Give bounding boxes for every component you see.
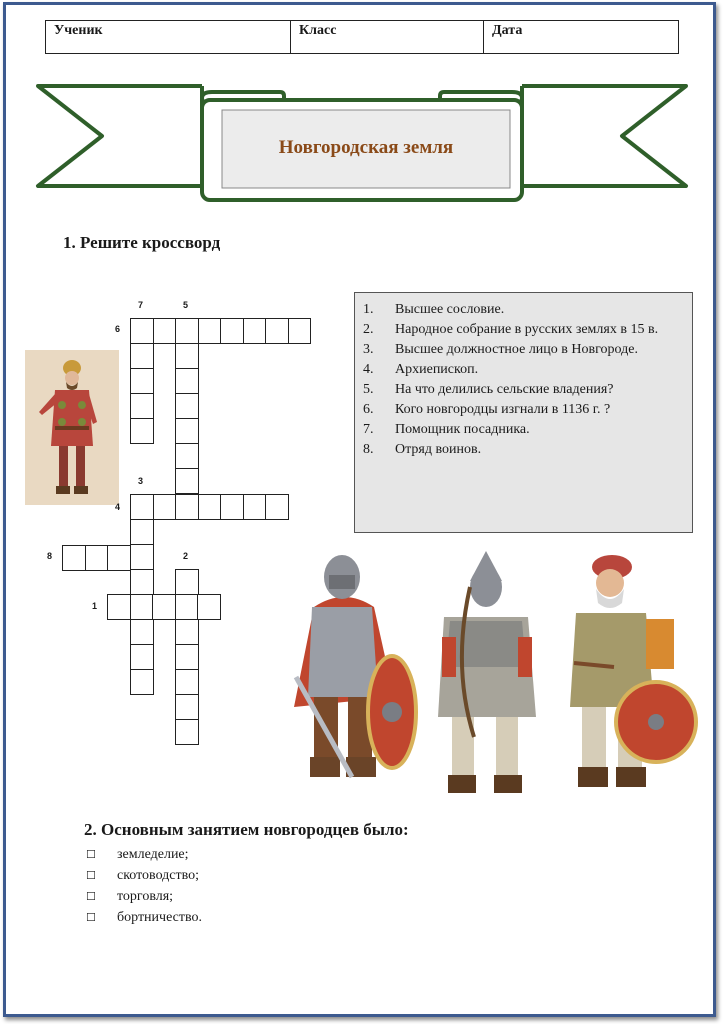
clue-item: 7. Помощник посадника. — [363, 422, 530, 437]
student-info-table — [45, 20, 679, 54]
crossword-cell[interactable] — [153, 494, 177, 520]
crossword-cell[interactable] — [62, 545, 86, 571]
crossword-cell[interactable] — [130, 343, 154, 369]
checkbox-icon[interactable]: ☐ — [86, 911, 96, 924]
crossword-number-1: 1 — [92, 601, 98, 611]
crossword-cell[interactable] — [85, 545, 109, 571]
clue-item: 3. Высшее должностное лицо в Новгороде. — [363, 342, 638, 357]
class-field[interactable]: Класс — [291, 21, 484, 54]
crossword-cell[interactable] — [175, 569, 199, 595]
crossword-cell[interactable] — [153, 318, 177, 344]
crossword-cell[interactable] — [197, 594, 221, 620]
crossword-cell[interactable] — [198, 494, 222, 520]
crossword-number-4: 4 — [115, 502, 121, 512]
crossword-number-3: 3 — [138, 476, 144, 486]
crossword-cell[interactable] — [130, 318, 154, 344]
crossword-number-8: 8 — [47, 551, 53, 561]
crossword-cell[interactable] — [175, 494, 199, 520]
crossword-cell[interactable] — [175, 719, 199, 745]
prince-illustration — [25, 350, 119, 505]
crossword-number-5: 5 — [183, 300, 189, 310]
clue-item: 2. Народное собрание в русских землях в 15 в. — [363, 322, 659, 337]
page-title: Новгородская земля — [278, 137, 454, 158]
crossword-cell[interactable] — [175, 393, 199, 419]
warriors-illustration — [274, 547, 698, 803]
task2-heading: 2. Основным занятием новгородцев было: — [84, 820, 409, 839]
clue-item: 6. Кого новгородцы изгнали в 1136 г. ? — [363, 402, 611, 417]
crossword-cell[interactable] — [175, 443, 199, 469]
crossword-cell[interactable] — [130, 519, 154, 545]
crossword-number-6: 6 — [115, 324, 121, 334]
date-field[interactable]: Дата — [484, 21, 679, 54]
checkbox-icon[interactable]: ☐ — [86, 890, 96, 903]
crossword-cell[interactable] — [175, 468, 199, 494]
crossword-cell[interactable] — [265, 318, 289, 344]
crossword-cell[interactable] — [175, 619, 199, 645]
crossword-cell[interactable] — [175, 343, 199, 369]
crossword-cell[interactable] — [175, 594, 199, 620]
crossword-cell[interactable] — [130, 619, 154, 645]
option-item[interactable]: ☐ бортничество. — [86, 907, 202, 928]
crossword-cell[interactable] — [130, 594, 154, 620]
crossword-cell[interactable] — [243, 318, 267, 344]
clue-item: 4. Архиепископ. — [363, 362, 479, 377]
crossword-cell[interactable] — [130, 368, 154, 394]
crossword-number-7: 7 — [138, 300, 144, 310]
crossword-cell[interactable] — [175, 318, 199, 344]
crossword-cell[interactable] — [175, 418, 199, 444]
option-item[interactable]: ☐ земледелие; — [86, 844, 202, 865]
student-field[interactable]: Ученик — [46, 21, 291, 54]
crossword-cell[interactable] — [130, 669, 154, 695]
crossword-cell[interactable] — [175, 669, 199, 695]
option-item[interactable]: ☐ торговля; — [86, 886, 202, 907]
option-item[interactable]: ☐ скотоводство; — [86, 865, 202, 886]
crossword-clues — [354, 292, 693, 533]
crossword-cell[interactable] — [152, 594, 176, 620]
task1-heading: 1. Решите кроссворд — [63, 233, 221, 252]
crossword-cell[interactable] — [175, 368, 199, 394]
crossword-cell[interactable] — [130, 494, 154, 520]
crossword-cell[interactable] — [220, 494, 244, 520]
crossword-cell[interactable] — [130, 644, 154, 670]
checkbox-icon[interactable]: ☐ — [86, 869, 96, 882]
crossword-cell[interactable] — [220, 318, 244, 344]
crossword-cell[interactable] — [265, 494, 289, 520]
clue-item: 5. На что делились сельские владения? — [363, 382, 614, 397]
checkbox-icon[interactable]: ☐ — [86, 848, 96, 861]
crossword-cell[interactable] — [198, 318, 222, 344]
crossword-cell[interactable] — [130, 569, 154, 595]
crossword-cell[interactable] — [243, 494, 267, 520]
task2-options — [86, 844, 202, 928]
clue-item: 1. Высшее сословие. — [363, 302, 505, 317]
crossword-cell[interactable] — [288, 318, 312, 344]
crossword-cell[interactable] — [107, 594, 131, 620]
crossword-cell[interactable] — [107, 545, 131, 571]
crossword-cell[interactable] — [175, 644, 199, 670]
crossword-cell[interactable] — [130, 544, 154, 570]
crossword-cell[interactable] — [130, 418, 154, 444]
crossword-cell[interactable] — [175, 694, 199, 720]
crossword-cell[interactable] — [130, 393, 154, 419]
clue-item: 8. Отряд воинов. — [363, 442, 482, 457]
crossword-number-2: 2 — [183, 551, 189, 561]
